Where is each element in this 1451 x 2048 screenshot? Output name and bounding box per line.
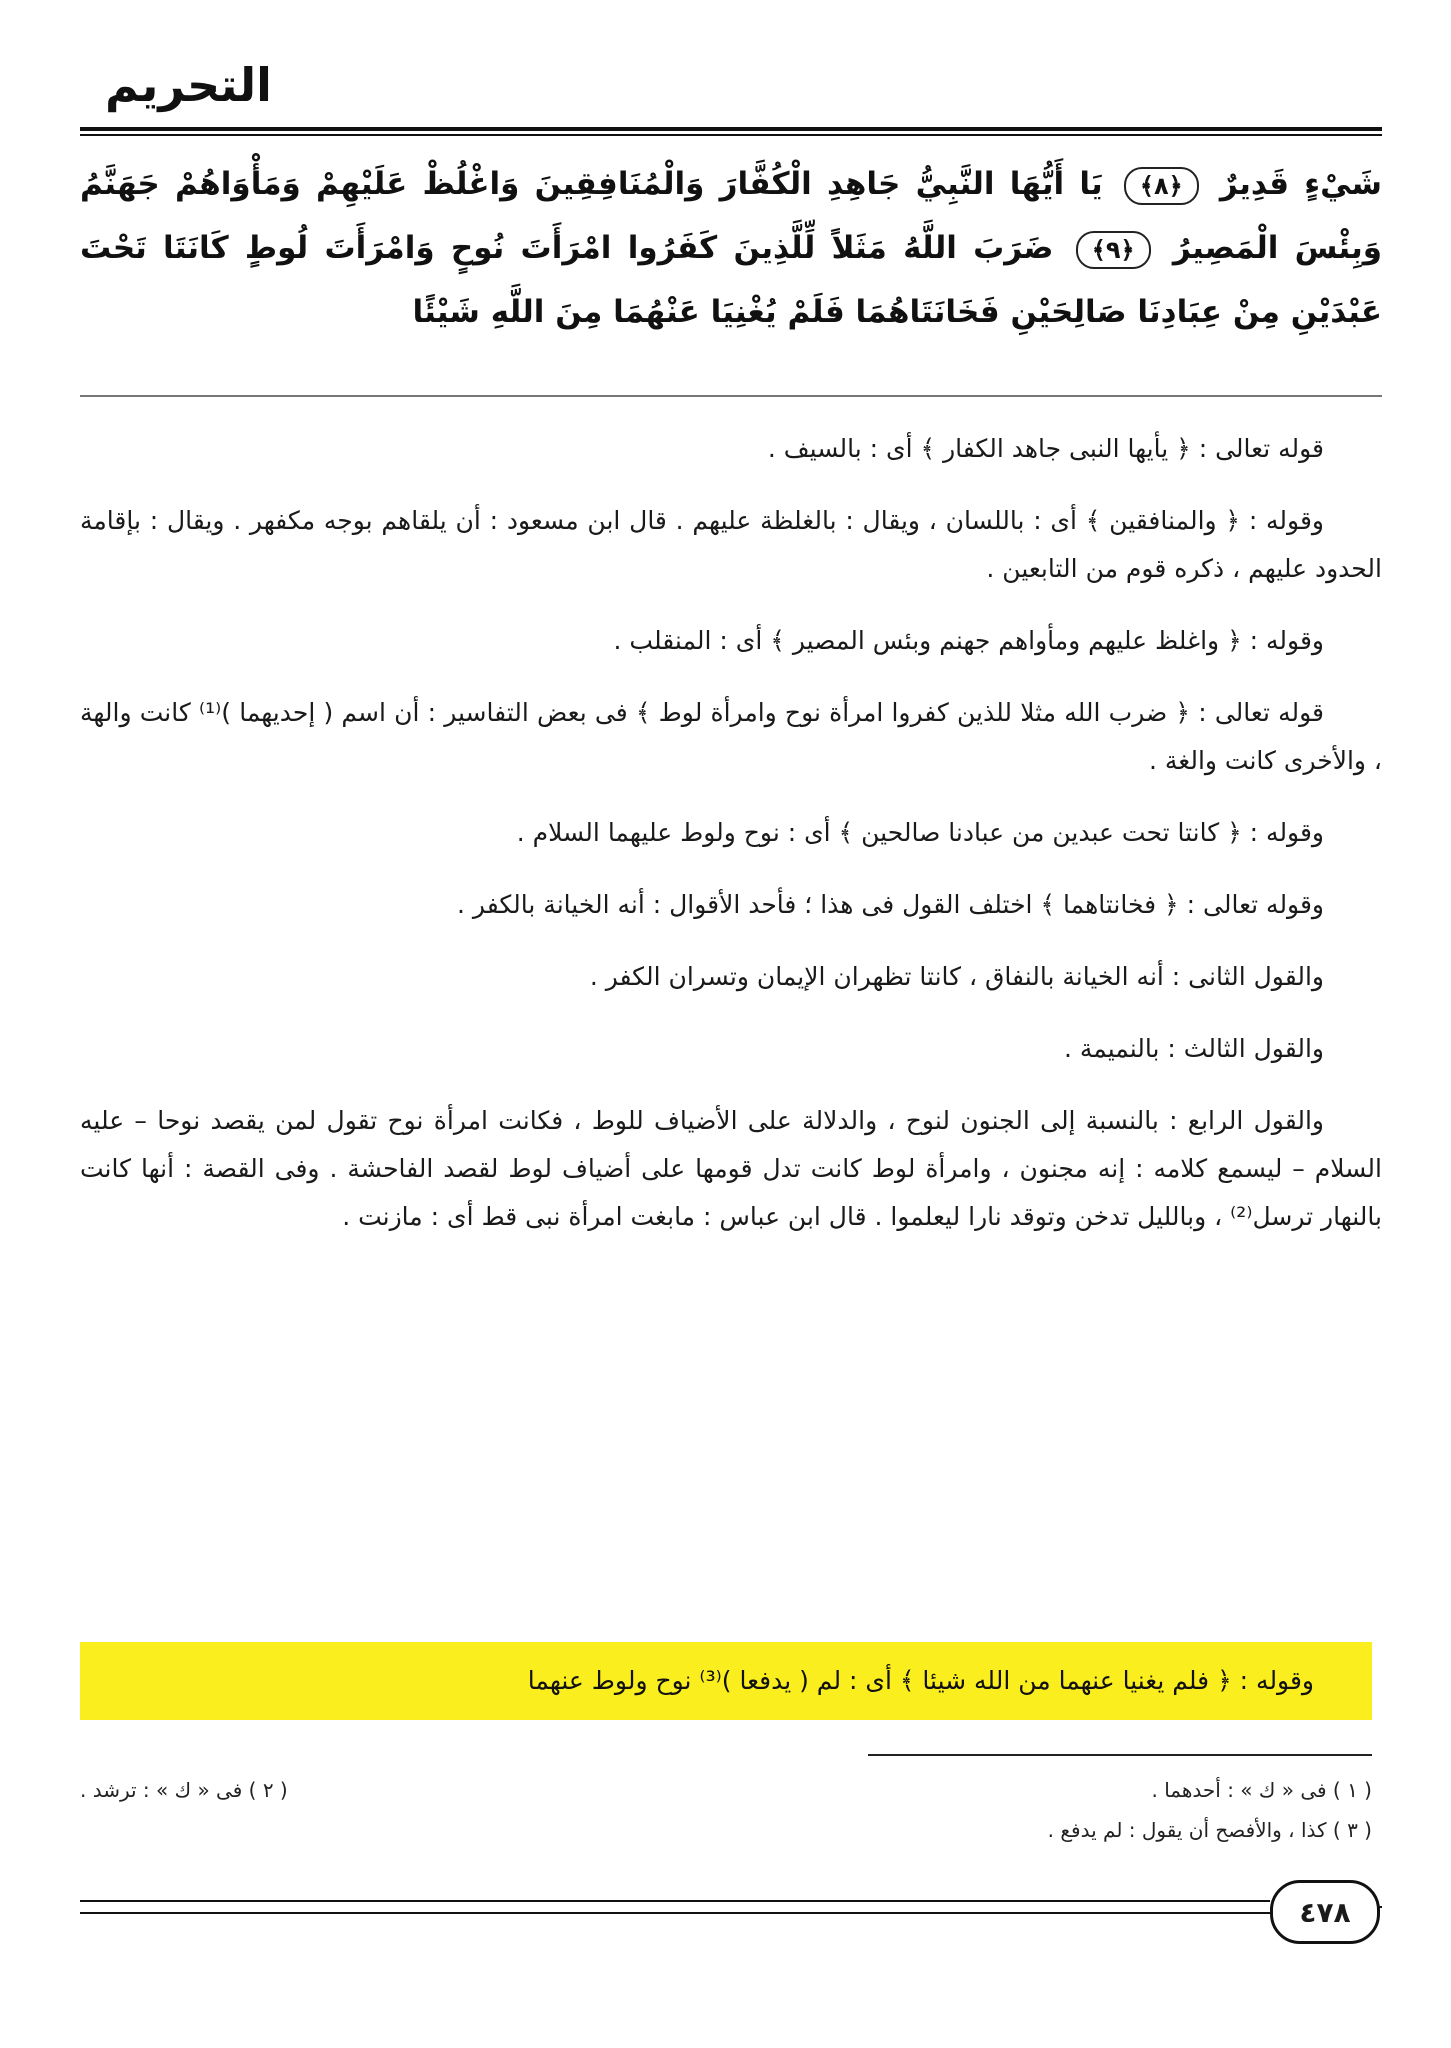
commentary-paragraph: والقول الثالث : بالنميمة . [1064,1034,1324,1063]
footnote-3: ( ٣ ) كذا ، والأفصح أن يقول : لم يدفع . [1047,1818,1372,1842]
chapter-title: التحريم [105,58,272,112]
verse-marker: ﴿٨﴾ [1124,167,1199,205]
commentary-paragraph: والقول الثانى : أنه الخيانة بالنفاق ، كانتا تظهران الإيمان وتسران الكفر . [589,962,1324,991]
commentary-paragraph: والقول الرابع : بالنسبة إلى الجنون لنوح ، والدلالة على الأضياف للوط ، فكانت امرأة نوح تقول لمن يقصد نوحا – عليه السلام – ليسمع كلامه : إنه مجنون ، وامرأة لوط كانت تدل قومها على أضياف لوط لقصد الفاحشة . وفى القصة : أنها كانت بالنهار ترسل⁽²⁾ ، وبالليل تدخن وتوقد نارا ليعلموا . قال ابن عباس : مابغت امرأة نبى قط أى : مازنت . [80,1106,1382,1231]
commentary-paragraph: وقوله تعالى : ﴿ فخانتاهما ﴾ اختلف القول فى هذا ؛ فأحد الأقوال : أنه الخيانة بالكفر . [457,890,1324,919]
verse-text-part3: ضَرَبَ اللَّهُ مَثَلاً لِّلَّذِينَ كَفَرُوا امْرَأَتَ نُوحٍ وَامْرَأَتَ لُوطٍ كَانَتَا تَحْتَ عَبْدَيْنِ مِنْ عِبَادِنَا صَالِحَيْنِ فَخَانَتَاهُمَا فَلَمْ يُغْنِيَا عَنْهُمَا مِنَ اللَّهِ شَيْئًا [80,230,1382,330]
header-rule-thin [80,134,1382,136]
footer-rule-top [80,1900,1270,1902]
verse-text-part2: يَا أَيُّهَا النَّبِيُّ جَاهِدِ الْكُفَّارَ وَالْمُنَافِقِينَ وَاغْلُظْ عَلَيْهِمْ وَمَأْوَاهُمْ جَهَنَّمُ وَبِئْسَ الْمَصِيرُ [80,166,1382,266]
commentary-paragraph: وقوله : ﴿ والمنافقين ﴾ أى : باللسان ، ويقال : بالغلظة عليهم . قال ابن مسعود : أن يلقاهم بوجه مكفهر . ويقال : بإقامة الحدود عليهم ، ذكره قوم من التابعين . [80,506,1382,583]
footnotes [80,1770,1372,1850]
verse-number: ٨ [1153,171,1169,200]
footnote-2: ( ٢ ) فى « ك » : ترشد . [80,1778,288,1802]
page-number: ٤٧٨ [1270,1880,1380,1944]
commentary-paragraph: وقوله : ﴿ كانتا تحت عبدين من عبادنا صالحين ﴾ أى : نوح ولوط عليهما السلام . [516,818,1324,847]
verses-separator [80,395,1382,397]
verse-text-part1: شَيْءٍ قَدِيرٌ [1219,166,1382,202]
commentary-body [80,425,1382,1265]
footnote-rule [868,1754,1372,1756]
footer-rule-bottom [80,1912,1270,1914]
commentary-paragraph: قوله تعالى : ﴿ يأيها النبى جاهد الكفار ﴾ أى : بالسيف . [767,434,1324,463]
verse-number: ٩ [1105,235,1121,264]
highlighted-line: وقوله : ﴿ فلم يغنيا عنهما من الله شيئا ﴾ أى : لم ( يدفعا )⁽³⁾ نوح ولوط عنهما [80,1642,1372,1720]
header-rule-thick [80,127,1382,131]
commentary-paragraph: وقوله : ﴿ واغلظ عليهم ومأواهم جهنم وبئس المصير ﴾ أى : المنقلب . [613,626,1324,655]
verse-marker: ﴿٩﴾ [1076,231,1151,269]
quran-verses [80,152,1382,344]
footnote-1: ( ١ ) فى « ك » : أحدهما . [1151,1778,1372,1802]
commentary-paragraph: قوله تعالى : ﴿ ضرب الله مثلا للذين كفروا امرأة نوح وامرأة لوط ﴾ فى بعض التفاسير : أن اسم ( إحديهما )⁽¹⁾ كانت والهة ، والأخرى كانت والغة . [80,698,1382,775]
